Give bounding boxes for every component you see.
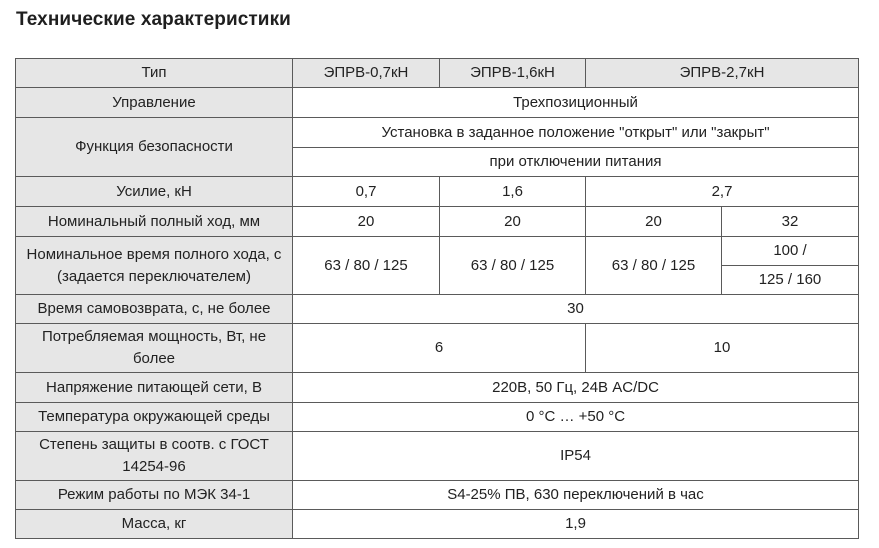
table-row-type — [16, 59, 859, 88]
row-label-safety: Функция безопасности — [16, 118, 293, 177]
table-row-protection — [16, 432, 859, 481]
control-value: Трехпозиционный — [293, 88, 859, 118]
force-value-2-7: 2,7 — [586, 177, 859, 207]
power-value-large: 10 — [586, 324, 859, 373]
table-row-safety — [16, 118, 859, 148]
row-label-temperature: Температура окружающей среды — [16, 403, 293, 432]
voltage-value: 220В, 50 Гц, 24В AC/DC — [293, 373, 859, 403]
model-header-1-6: ЭПРВ-1,6кН — [440, 59, 586, 88]
safety-value-line1: Установка в заданное положение "открыт" или "закрыт" — [293, 118, 859, 148]
row-label-control: Управление — [16, 88, 293, 118]
model-header-0-7: ЭПРВ-0,7кН — [293, 59, 440, 88]
page-title: Технические характеристики — [16, 9, 291, 30]
stroke-value-2: 20 — [440, 207, 586, 237]
row-label-power: Потребляемая мощность, Вт, не более — [16, 324, 293, 373]
force-value-0-7: 0,7 — [293, 177, 440, 207]
row-label-protection: Степень защиты в соотв. с ГОСТ 14254-96 — [16, 432, 293, 481]
return-time-value: 30 — [293, 295, 859, 324]
table-row-voltage — [16, 373, 859, 403]
table-row-duty — [16, 481, 859, 510]
mass-value: 1,9 — [293, 510, 859, 539]
table-row-temperature — [16, 403, 859, 432]
row-label-mass: Масса, кг — [16, 510, 293, 539]
table-row-mass — [16, 510, 859, 539]
row-label-stroke: Номинальный полный ход, мм — [16, 207, 293, 237]
table-row-power — [16, 324, 859, 373]
safety-value-line2: при отключении питания — [293, 148, 859, 177]
table-row-stroke — [16, 207, 859, 237]
row-label-voltage: Напряжение питающей сети, В — [16, 373, 293, 403]
stroke-value-3: 20 — [586, 207, 722, 237]
table-row-stroke-time — [16, 237, 859, 266]
table-row-control — [16, 88, 859, 118]
power-value-small: 6 — [293, 324, 586, 373]
row-label-stroke-time: Номинальное время полного хода, с (задается переключателем) — [16, 237, 293, 295]
protection-value: IP54 — [293, 432, 859, 481]
force-value-1-6: 1,6 — [440, 177, 586, 207]
row-label-force: Усилие, кН — [16, 177, 293, 207]
stroke-time-value-3: 63 / 80 / 125 — [586, 237, 722, 295]
stroke-time-value-1: 63 / 80 / 125 — [293, 237, 440, 295]
table-row-force — [16, 177, 859, 207]
model-header-2-7: ЭПРВ-2,7кН — [586, 59, 859, 88]
stroke-time-value-4-top: 100 / — [722, 237, 859, 266]
temperature-value: 0 °C … +50 °C — [293, 403, 859, 432]
stroke-value-4: 32 — [722, 207, 859, 237]
stroke-time-value-2: 63 / 80 / 125 — [440, 237, 586, 295]
row-label-return-time: Время самовозврата, с, не более — [16, 295, 293, 324]
stroke-time-value-4-bottom: 125 / 160 — [722, 266, 859, 295]
stroke-value-1: 20 — [293, 207, 440, 237]
row-label-duty: Режим работы по МЭК 34-1 — [16, 481, 293, 510]
duty-value: S4-25% ПВ, 630 переключений в час — [293, 481, 859, 510]
specifications-table — [15, 58, 859, 539]
table-row-return-time — [16, 295, 859, 324]
row-label-type: Тип — [16, 59, 293, 88]
